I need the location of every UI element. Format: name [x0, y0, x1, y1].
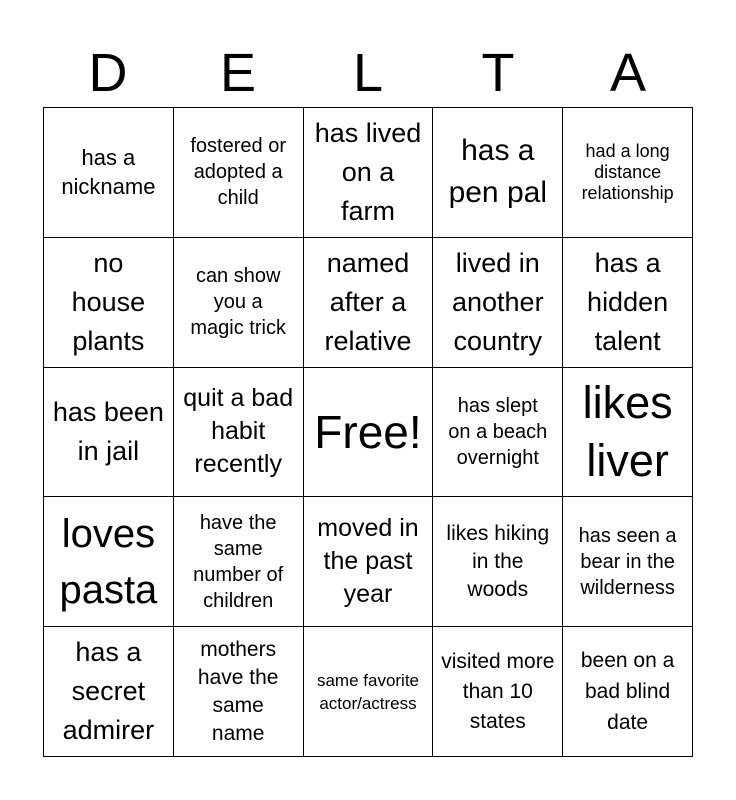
cell-text: has a hidden talent	[587, 247, 669, 356]
free-space-label: Free!	[314, 405, 422, 458]
bingo-cell[interactable]	[44, 238, 174, 368]
bingo-cell[interactable]	[174, 368, 304, 498]
bingo-cell[interactable]	[174, 627, 304, 757]
bingo-cell[interactable]	[174, 238, 304, 368]
bingo-cell[interactable]	[44, 627, 174, 757]
cell-text: fostered or adopted a child	[190, 135, 286, 210]
cell-text: has a pen pal	[448, 134, 547, 210]
cell-text: moved in the past year	[317, 514, 419, 609]
cell-text: has seen a bear in the wilderness	[578, 524, 677, 599]
cell-text: has slept on a beach overnight	[448, 394, 548, 469]
bingo-cell[interactable]	[563, 368, 693, 498]
bingo-cell[interactable]	[563, 627, 693, 757]
bingo-cell[interactable]	[433, 108, 563, 238]
bingo-board	[43, 107, 693, 757]
bingo-header	[43, 38, 693, 108]
bingo-cell[interactable]	[304, 627, 434, 757]
header-letter-e: E	[219, 43, 257, 103]
cell-text: has lived on a farm	[314, 117, 422, 226]
cell-text: can show you a magic trick	[190, 265, 286, 340]
bingo-cell[interactable]	[44, 368, 174, 498]
bingo-cell[interactable]	[174, 497, 304, 627]
header-letter-a: A	[609, 43, 647, 103]
header-letter-l: L	[352, 43, 384, 103]
bingo-cell[interactable]	[304, 497, 434, 627]
cell-text: been on a bad blind date	[580, 649, 675, 735]
cell-text: has a nickname	[61, 145, 156, 200]
bingo-cell[interactable]	[433, 368, 563, 498]
cell-text: has been in jail	[52, 396, 164, 466]
free-space[interactable]	[304, 368, 434, 498]
bingo-cell[interactable]	[44, 497, 174, 627]
cell-text: have the same number of children	[193, 511, 284, 612]
cell-text: likes hiking in the woods	[446, 521, 550, 601]
cell-text: same favorite actor/actress	[316, 670, 420, 713]
header-letter-d: D	[88, 43, 128, 103]
bingo-cell[interactable]	[44, 108, 174, 238]
cell-text: likes liver	[582, 376, 673, 486]
cell-text: visited more than 10 states	[441, 649, 555, 733]
cell-text: quit a bad habit recently	[183, 384, 294, 479]
bingo-cell[interactable]	[563, 108, 693, 238]
bingo-cell[interactable]	[433, 238, 563, 368]
bingo-cell[interactable]	[563, 238, 693, 368]
cell-text: no house plants	[71, 247, 146, 356]
bingo-cell[interactable]	[563, 497, 693, 627]
cell-text: has a secret admirer	[62, 637, 155, 746]
cell-text: mothers have the same name	[197, 637, 279, 745]
header-letter-t: T	[481, 43, 515, 103]
bingo-cell[interactable]	[304, 108, 434, 238]
bingo-cell[interactable]	[433, 627, 563, 757]
bingo-cell[interactable]	[174, 108, 304, 238]
cell-text: had a long distance relationship	[581, 140, 674, 203]
bingo-cell[interactable]	[433, 497, 563, 627]
cell-text: named after a relative	[324, 247, 412, 356]
bingo-cell[interactable]	[304, 238, 434, 368]
cell-text: loves pasta	[59, 511, 158, 612]
cell-text: lived in another country	[451, 247, 544, 356]
